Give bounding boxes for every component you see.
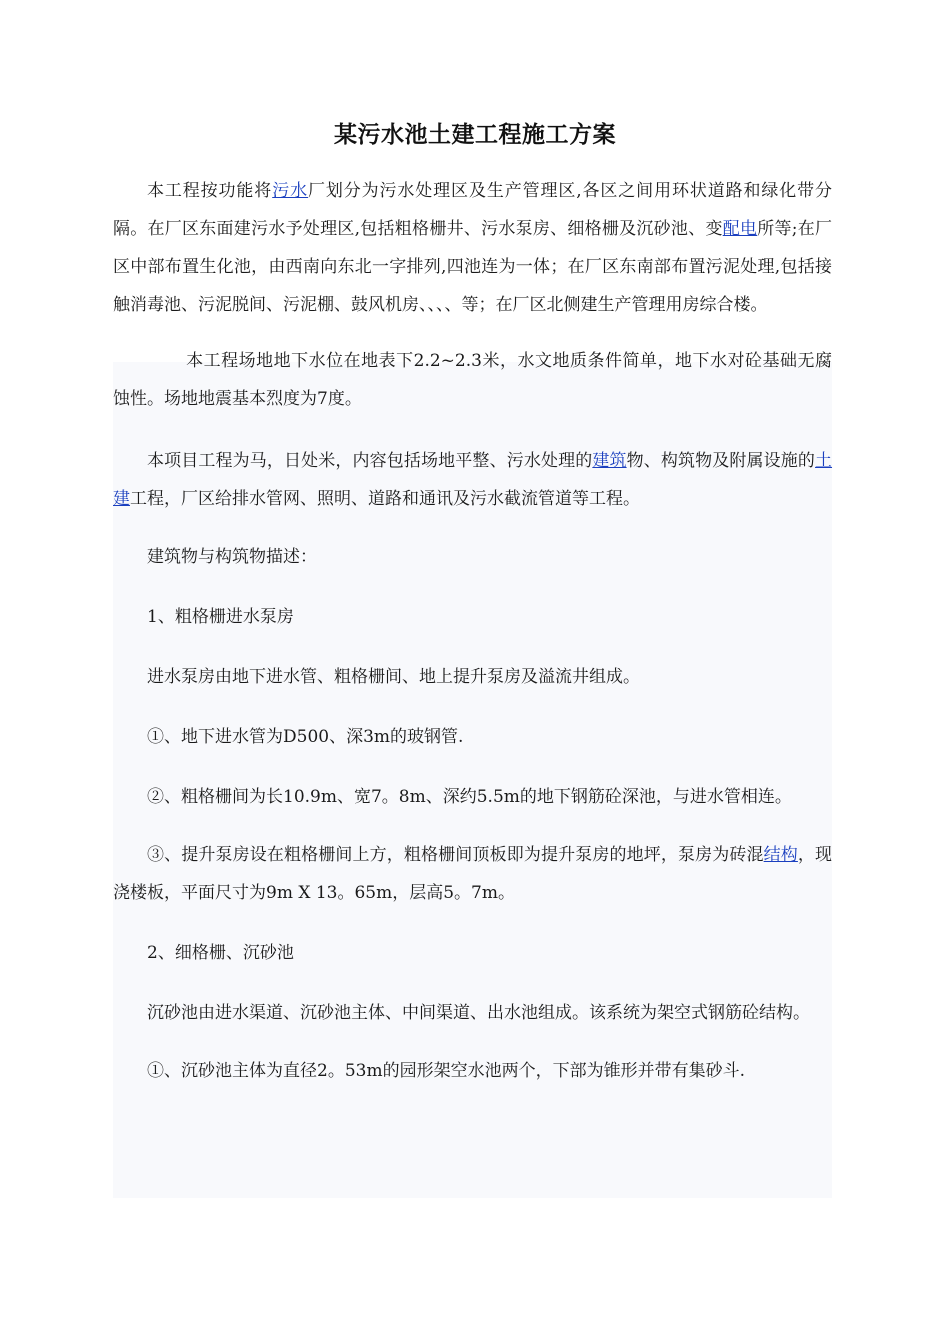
paragraph-groundwater: 本工程场地地下水位在地表下2.2~2.3米，水文地质条件简单，地下水对砼基础无腐蚀性。场地地震基本烈度为7度。 bbox=[113, 351, 832, 409]
document-title: 某污水池土建工程施工方案 bbox=[334, 121, 616, 148]
link-power-distribution[interactable]: 配电 bbox=[722, 219, 758, 239]
item-coarse-screen-room: ②、粗格栅间为长10.9m、宽7。8m、深约5.5m的地下钢筋砼深池，与进水管相连。 bbox=[147, 787, 792, 807]
paragraph-scope bbox=[113, 442, 832, 518]
paragraph-text: 本工程按功能将 bbox=[147, 181, 273, 201]
link-wastewater[interactable]: 污水 bbox=[272, 181, 308, 201]
link-architecture[interactable]: 建筑 bbox=[592, 451, 627, 471]
heading-structures: 建筑物与构筑物描述： bbox=[147, 547, 317, 567]
paragraph-text: 工程，厂区给排水管网、照明、道路和通讯及污水截流管道等工程。 bbox=[130, 489, 640, 509]
item-inlet-pipe: ①、地下进水管为D500、深3m的玻钢管. bbox=[147, 727, 464, 747]
paragraph-text: ③、提升泵房设在粗格栅间上方，粗格栅间顶板即为提升泵房的地坪，泵房为砖混 bbox=[147, 845, 764, 865]
document-body bbox=[113, 172, 832, 1090]
paragraph-overview bbox=[113, 172, 832, 324]
paragraph-text: 本项目工程为马，日处米，内容包括场地平整、污水处理的 bbox=[147, 451, 593, 471]
paragraph-pump-house: 进水泵房由地下进水管、粗格栅间、地上提升泵房及溢流井组成。 bbox=[147, 667, 640, 687]
heading-fine-screen-grit-chamber: 2、细格栅、沉砂池 bbox=[147, 943, 294, 963]
paragraph-text: 所等;在厂区中部布置生化池，由西南向东北一字排列,四池连为一体；在厂区东南部布置污泥处理,包括接触消毒池、污泥脱间、污泥棚、鼓风机房、、、、等；在厂区北侧建生产管理用房综合楼。 bbox=[113, 219, 833, 315]
link-structure[interactable]: 结构 bbox=[763, 845, 798, 865]
item-grit-chamber-body: ①、沉砂池主体为直径2。53m的园形架空水池两个，下部为锥形并带有集砂斗. bbox=[147, 1061, 745, 1081]
item-lift-pump-house bbox=[113, 836, 832, 912]
paragraph-text: 厂划分为污水处理区及生产管理区,各区之间用环状道路和绿化带分隔。在厂区东面建污水予处理区,包括粗格栅井、污水泵房、细格栅及沉砂池、变 bbox=[113, 181, 833, 239]
paragraph-text: 物、构筑物及附属设施的 bbox=[626, 451, 816, 471]
link-civil-works[interactable]: 土建 bbox=[113, 451, 833, 509]
paragraph-grit-chamber: 沉砂池由进水渠道、沉砂池主体、中间渠道、出水池组成。该系统为架空式钢筋砼结构。 bbox=[147, 1003, 810, 1023]
paragraph-text: ，现浇楼板，平面尺寸为9m X 13。65m，层高5。7m。 bbox=[113, 845, 833, 903]
heading-coarse-screen-pump-house: 1、粗格栅进水泵房 bbox=[147, 607, 294, 627]
